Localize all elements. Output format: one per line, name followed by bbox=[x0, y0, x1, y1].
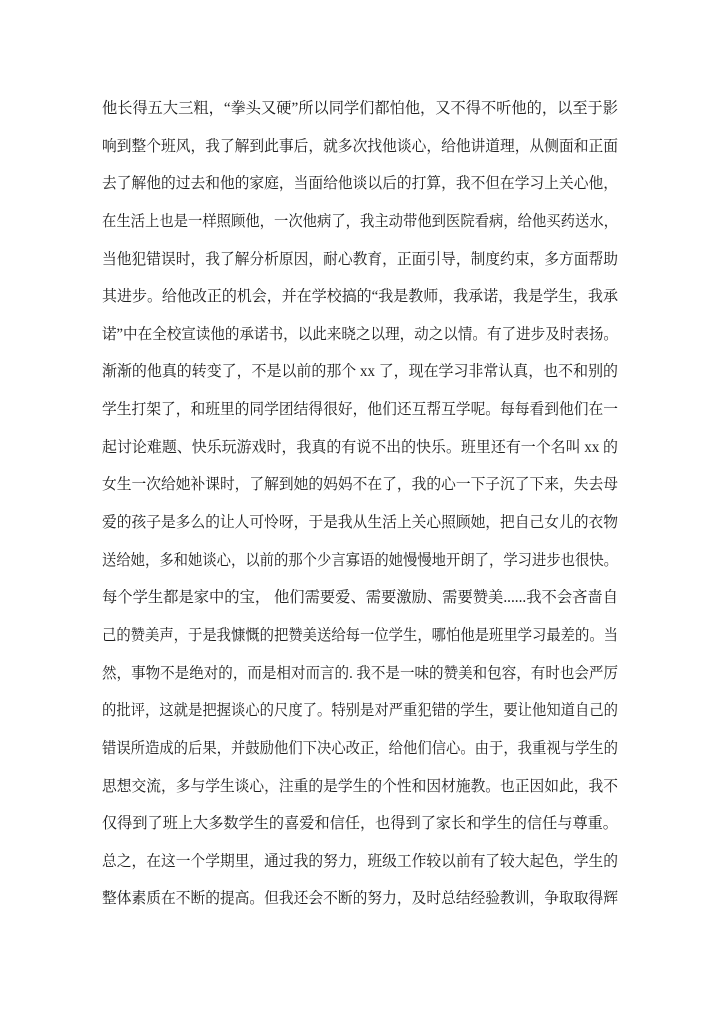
text-line bbox=[102, 128, 618, 166]
text-line-text: 然，事物不是绝对的，而是相对而言的. 我不是一味的赞美和包容，有时也会严厉 bbox=[102, 664, 618, 682]
text-line-text: 思想交流，多与学生谈心，注重的是学生的个性和因材施教。也正因如此，我不 bbox=[102, 777, 618, 795]
text-line bbox=[102, 730, 618, 768]
text-line-text: 起讨论难题、快乐玩游戏时，我真的有说不出的快乐。班里还有一个名叫 xx 的 bbox=[102, 438, 618, 456]
text-line bbox=[102, 504, 618, 542]
text-line bbox=[102, 843, 618, 881]
text-line-text: 其进步。给他改正的机会，并在学校搞的“我是教师，我承诺，我是学生，我承 bbox=[102, 288, 618, 306]
text-line-text: 当他犯错误时，我了解分析原因，耐心教育，正面引导，制度约束，多方面帮助 bbox=[102, 250, 618, 268]
text-line bbox=[102, 466, 618, 504]
text-line bbox=[102, 692, 618, 730]
text-line-text: 整体素质在不断的提高。但我还会不断的努力，及时总结经验教训，争取取得辉 bbox=[102, 890, 618, 908]
text-line-text: 诺”中在全校宣读他的承诺书，以此来晓之以理，动之以情。有了进步及时表扬。 bbox=[102, 325, 618, 343]
text-line bbox=[102, 617, 618, 655]
text-line bbox=[102, 391, 618, 429]
text-line bbox=[102, 880, 618, 918]
text-line bbox=[102, 165, 618, 203]
text-line-text: 送给她，多和她谈心，以前的那个少言寡语的她慢慢地开朗了，学习进步也很快。 bbox=[102, 551, 618, 569]
text-line-text: 女生一次给她补课时，了解到她的妈妈不在了，我的心一下子沉了下来，失去母 bbox=[102, 476, 618, 494]
text-line bbox=[102, 241, 618, 279]
text-line bbox=[102, 805, 618, 843]
text-line bbox=[102, 655, 618, 693]
text-line-text: 爱的孩子是多么的让人可怜呀，于是我从生活上关心照顾她，把自己女儿的衣物 bbox=[102, 514, 618, 532]
text-content bbox=[102, 90, 618, 918]
text-line-text: 渐渐的他真的转变了，不是以前的那个 xx 了，现在学习非常认真，也不和别的 bbox=[102, 363, 618, 381]
text-line bbox=[102, 542, 618, 580]
text-line-text: 响到整个班风，我了解到此事后，就多次找他谈心，给他讲道理，从侧面和正面 bbox=[102, 137, 618, 155]
text-line-text: 在生活上也是一样照顾他，一次他病了，我主动带他到医院看病，给他买药送水， bbox=[102, 212, 618, 230]
text-line-text: 他长得五大三粗，“拳头又硬”所以同学们都怕他，又不得不听他的，以至于影 bbox=[102, 100, 618, 117]
text-line-text: 仅得到了班上大多数学生的喜爱和信任，也得到了家长和学生的信任与尊重。 bbox=[102, 815, 618, 833]
text-line bbox=[102, 429, 618, 467]
text-line-text: 总之，在这一个学期里，通过我的努力，班级工作较以前有了较大起色，学生的 bbox=[102, 852, 618, 870]
text-line bbox=[102, 90, 618, 128]
text-line bbox=[102, 768, 618, 806]
text-line-text: 去了解他的过去和他的家庭，当面给他谈以后的打算，我不但在学习上关心他， bbox=[102, 175, 618, 193]
text-line bbox=[102, 353, 618, 391]
text-line bbox=[102, 278, 618, 316]
text-line-text: 错误所造成的后果，并鼓励他们下决心改正，给他们信心。由于，我重视与学生的 bbox=[102, 739, 618, 757]
text-line-text: 己的赞美声，于是我慷慨的把赞美送给每一位学生，哪怕他是班里学习最差的。当 bbox=[102, 626, 618, 644]
text-line bbox=[102, 579, 618, 617]
text-line-text: 学生打架了，和班里的同学团结得很好，他们还互帮互学呢。每每看到他们在一 bbox=[102, 401, 618, 419]
text-line bbox=[102, 203, 618, 241]
text-line-text: 每个学生都是家中的宝， 他们需要爱、需要激励、需要赞美......我不会吝啬自 bbox=[102, 589, 618, 607]
text-line bbox=[102, 316, 618, 354]
text-line-text: 的批评，这就是把握谈心的尺度了。特别是对严重犯错的学生，要让他知道自己的 bbox=[102, 702, 618, 720]
